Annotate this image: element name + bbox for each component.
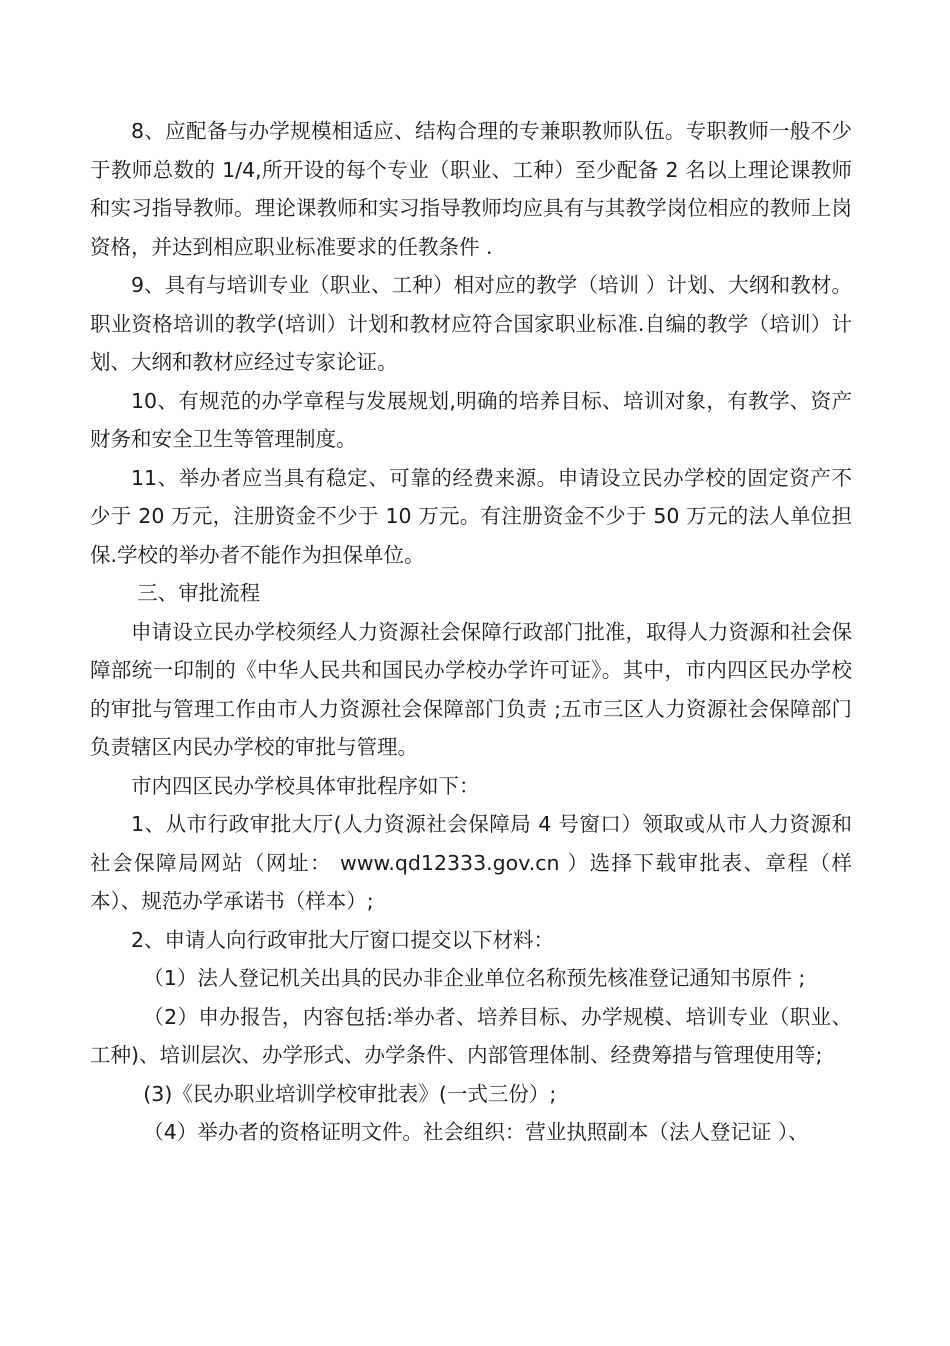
paragraph-item-8: 8、应配备与办学规模相适应、结构合理的专兼职教师队伍。专职教师一般不少于教师总数的 1/4,所开设的每个专业（职业、工种）至少配备 2 名以上理论课教师和实习指导教师。理论课教师和实习指导教师均应具有与其教学岗位相应的教师上岗资格，并达到相应职业标准要求的任教条件 . — [90, 119, 852, 259]
paragraph-item-9: 9、具有与培训专业（职业、工种）相对应的教学（培训 ）计划、大纲和教材。职业资格培训的教学(培训）计划和教材应符合国家职业标准.自编的教学（培训）计划、大纲和教材应经过专家论证。 — [90, 273, 852, 374]
document-body — [90, 112, 852, 1152]
material-item-3: (3)《民办职业培训学校审批表》(一式三份）; — [143, 1081, 557, 1106]
procedure-step-2: 2、申请人向行政审批大厅窗口提交以下材料： — [131, 927, 555, 952]
material-item-4: （4）举办者的资格证明文件。社会组织：营业执照副本（法人登记证 ）、 — [143, 1120, 809, 1144]
section-heading-approval-process: 三、审批流程 — [137, 581, 261, 605]
material-item-1: （1）法人登记机关出具的民办非企业单位名称预先核准登记通知书原件 ; — [143, 966, 806, 990]
paragraph-approval-authority: 申请设立民办学校须经人力资源社会保障行政部门批准，取得人力资源和社会保障部统一印制的《中华人民共和国民办学校办学许可证》。其中，市内四区民办学校的审批与管理工作由市人力资源社会保障部门负责 ;五市三区人力资源社会保障部门负责辖区内民办学校的审批与管理。 — [90, 619, 852, 759]
paragraph-item-10: 10、有规范的办学章程与发展规划,明确的培养目标、培训对象，有教学、资产财务和安全卫生等管理制度。 — [90, 388, 852, 451]
material-item-2: （2）申办报告，内容包括:举办者、培养目标、办学规模、培训专业（职业、工种)、培训层次、办学形式、办学条件、内部管理体制、经费筹措与管理使用等; — [90, 1004, 852, 1067]
paragraph-item-11: 11、举办者应当具有稳定、可靠的经费来源。申请设立民办学校的固定资产不少于 20 万元，注册资金不少于 10 万元。有注册资金不少于 50 万元的法人单位担保.学校的举办者不能作为担保单位。 — [90, 465, 852, 567]
procedure-step-1: 1、从市行政审批大厅(人力资源社会保障局 4 号窗口）领取或从市人力资源和社会保障局网站（网址： www.qd12333.gov.cn ）选择下载审批表、章程（样本）、规范办学承诺书（样本）; — [90, 812, 852, 913]
paragraph-procedure-intro: 市内四区民办学校具体审批程序如下： — [131, 773, 480, 798]
